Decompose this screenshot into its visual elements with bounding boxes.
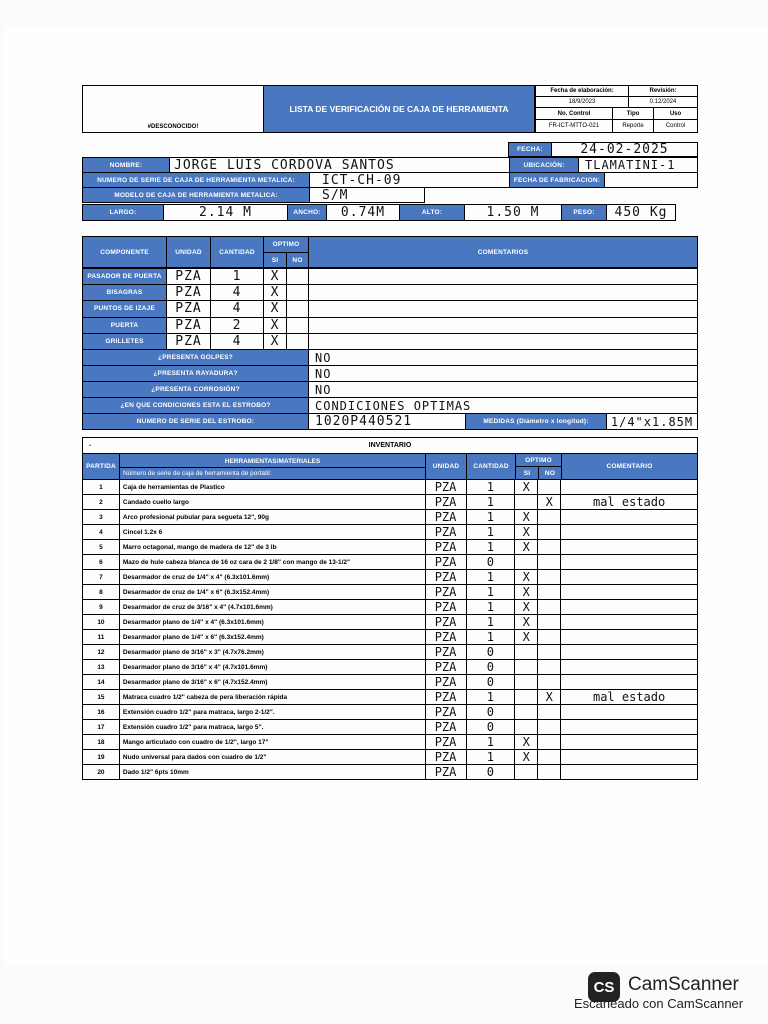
tool-no-mark — [538, 480, 561, 495]
ubicacion-value: TLAMATINI-1 — [578, 157, 698, 173]
tool-si-mark — [515, 660, 538, 675]
inventory-row — [83, 540, 698, 555]
fabricacion-value — [604, 172, 698, 188]
tool-unidad: PZA — [425, 615, 466, 630]
alto-label: ALTO: — [399, 204, 465, 221]
tool-cantidad: 1 — [466, 615, 515, 630]
tool-description: Dado 1/2" 6pts 10mm — [119, 765, 425, 780]
camscanner-caption: Escaneado con CamScanner — [574, 996, 744, 1011]
tool-no-mark — [538, 570, 561, 585]
component-cantidad: 4 — [210, 284, 264, 301]
tool-unidad: PZA — [425, 510, 466, 525]
component-comment — [308, 317, 698, 334]
tool-description: Caja de herramientas de Plastico — [119, 480, 425, 495]
tool-comment — [561, 480, 698, 495]
tool-unidad: PZA — [425, 660, 466, 675]
tool-comment: mal estado — [561, 495, 698, 510]
tool-no-mark — [538, 645, 561, 660]
partida-number: 15 — [83, 690, 120, 705]
component-cantidad: 2 — [210, 317, 264, 334]
tool-cantidad: 1 — [466, 495, 515, 510]
tool-no-mark — [538, 720, 561, 735]
component-comment — [308, 284, 698, 301]
tool-no-mark — [538, 750, 561, 765]
tool-si-mark — [515, 705, 538, 720]
tool-unidad: PZA — [425, 750, 466, 765]
component-no-mark — [286, 300, 309, 317]
tool-description: Matraca cuadro 1/2" cabeza de pera liberación rápida — [119, 690, 425, 705]
tool-description: Desarmador plano de 1/4" x 6" (6.3x152.4mm) — [119, 630, 425, 645]
tool-no-mark — [538, 660, 561, 675]
partida-number: 1 — [83, 480, 120, 495]
tool-description: Marro octagonal, mango de madera de 12" de 3 lb — [119, 540, 425, 555]
component-unidad: PZA — [166, 300, 211, 317]
tool-si-mark: X — [515, 630, 538, 645]
question-label: ¿PRESENTA GOLPES? — [82, 349, 309, 366]
tool-cantidad: 0 — [466, 765, 515, 780]
question-label: ¿PRESENTA CORROSIÓN? — [82, 381, 309, 398]
component-comment — [308, 300, 698, 317]
tool-cantidad: 1 — [466, 735, 515, 750]
tool-comment — [561, 705, 698, 720]
inventory-row — [83, 480, 698, 495]
tool-no-mark: X — [538, 495, 561, 510]
tool-cantidad: 0 — [466, 645, 515, 660]
inventory-row — [83, 720, 698, 735]
tool-comment — [561, 720, 698, 735]
tool-unidad: PZA — [425, 600, 466, 615]
tool-description: Desarmador plano de 3/16" x 6" (4.7x152.4mm) — [119, 675, 425, 690]
inventory-table — [82, 479, 698, 780]
question-answer: CONDICIONES OPTIMAS — [308, 397, 698, 414]
form-title: LISTA DE VERIFICACIÓN DE CAJA DE HERRAMIENTA — [263, 85, 535, 133]
tool-comment — [561, 675, 698, 690]
inventory-row — [83, 615, 698, 630]
largo-value: 2.14 M — [163, 204, 288, 221]
fecha-value: 24-02-2025 — [551, 142, 698, 157]
tool-unidad: PZA — [425, 765, 466, 780]
tool-si-mark: X — [515, 615, 538, 630]
partida-number: 4 — [83, 525, 120, 540]
serie-caja-value: ICT-CH-09 — [309, 172, 510, 188]
tool-description: Extensión cuadro 1/2" para matraca, largo 2-1/2". — [119, 705, 425, 720]
partida-number: 17 — [83, 720, 120, 735]
ancho-label: ANCHO: — [287, 204, 327, 221]
tool-si-mark — [515, 645, 538, 660]
tool-cantidad: 1 — [466, 750, 515, 765]
partida-number: 10 — [83, 615, 120, 630]
tool-comment — [561, 615, 698, 630]
tipo-value: Reporte — [612, 119, 654, 133]
tool-unidad: PZA — [425, 690, 466, 705]
tool-si-mark — [515, 675, 538, 690]
tool-comment — [561, 600, 698, 615]
tool-no-mark — [538, 510, 561, 525]
tool-cantidad: 1 — [466, 600, 515, 615]
tool-description: Arco profesional pubular para segueta 12", 90g — [119, 510, 425, 525]
ancho-value: 0.74M — [326, 204, 400, 221]
component-comment — [308, 333, 698, 350]
inv-unidad-header: UNIDAD — [425, 453, 467, 480]
modelo-value: S/M — [309, 187, 425, 203]
question-label: ¿PRESENTA RAYADURA? — [82, 365, 309, 382]
component-cantidad: 4 — [210, 333, 264, 350]
camscanner-logo-text: CS — [593, 978, 615, 996]
component-unidad: PZA — [166, 333, 211, 350]
tool-comment — [561, 645, 698, 660]
inv-cantidad-header: CANTIDAD — [466, 453, 516, 480]
tool-description: Nudo universal para dados con cuadro de 1/2" — [119, 750, 425, 765]
component-si-mark: X — [263, 317, 287, 334]
revision-label: Revisión: — [628, 85, 698, 97]
tool-cantidad: 1 — [466, 510, 515, 525]
tool-description: Mazo de hule cabeza blanca de 16 oz cara de 2 1/8" con mango de 13-1/2" — [119, 555, 425, 570]
estrobo-value: 1020P440521 — [308, 413, 466, 430]
tool-si-mark — [515, 765, 538, 780]
tool-description: Desarmador de cruz de 1/4" x 4" (6.3x101.6mm) — [119, 570, 425, 585]
inventario-title-cell — [82, 437, 698, 454]
modelo-label: MODELO DE CAJA DE HERRAMIENTA METALICA: — [82, 187, 310, 203]
tool-comment — [561, 735, 698, 750]
medidas-label: MEDIDAS (Diámetro x longitud): — [465, 413, 607, 430]
inventory-row — [83, 750, 698, 765]
tool-description: Extensión cuadro 1/2" para matraca, largo 5". — [119, 720, 425, 735]
tool-cantidad: 1 — [466, 630, 515, 645]
tool-unidad: PZA — [425, 540, 466, 555]
tool-si-mark: X — [515, 750, 538, 765]
tool-cantidad: 1 — [466, 540, 515, 555]
tool-no-mark — [538, 600, 561, 615]
component-unidad: PZA — [166, 284, 211, 301]
component-comment — [308, 268, 698, 285]
partida-number: 5 — [83, 540, 120, 555]
inventory-row — [83, 600, 698, 615]
tool-comment — [561, 540, 698, 555]
tool-no-mark — [538, 585, 561, 600]
tool-unidad: PZA — [425, 630, 466, 645]
inventory-row — [83, 705, 698, 720]
component-no-mark — [286, 333, 309, 350]
inventory-row — [83, 645, 698, 660]
inventory-row — [83, 675, 698, 690]
inventario-dot: . — [89, 439, 92, 448]
tool-comment — [561, 585, 698, 600]
partida-number: 18 — [83, 735, 120, 750]
tool-unidad: PZA — [425, 645, 466, 660]
inventory-row — [83, 660, 698, 675]
fecha-label: FECHA: — [508, 142, 552, 157]
component-name: BISAGRAS — [82, 284, 167, 301]
fecha-elaboracion-value: 18/9/2023 — [535, 96, 629, 108]
inventory-row — [83, 555, 698, 570]
tool-si-mark — [515, 555, 538, 570]
tool-comment — [561, 765, 698, 780]
tool-unidad: PZA — [425, 570, 466, 585]
cantidad-header: CANTIDAD — [210, 236, 264, 268]
tipo-label: Tipo — [612, 107, 654, 120]
tool-unidad: PZA — [425, 480, 466, 495]
component-no-mark — [286, 268, 309, 285]
tool-comment — [561, 750, 698, 765]
no-control-value: FR-ICT-MTTO-021 — [535, 119, 613, 133]
tool-no-mark — [538, 525, 561, 540]
tool-si-mark: X — [515, 600, 538, 615]
ubicacion-label: UBICACIÓN: — [509, 157, 579, 173]
tool-comment — [561, 525, 698, 540]
serie-caja-label: NUMERO DE SERIE DE CAJA DE HERRAMIENTA METALICA: — [82, 172, 310, 188]
inventory-row — [83, 525, 698, 540]
uso-label: Uso — [653, 107, 698, 120]
si-header: SI — [263, 252, 287, 268]
tool-comment — [561, 510, 698, 525]
estrobo-label: NUMERO DE SERIE DEL ESTROBO: — [82, 413, 309, 430]
tool-si-mark — [515, 495, 538, 510]
component-unidad: PZA — [166, 268, 211, 285]
partida-number: 2 — [83, 495, 120, 510]
component-name: GRILLETES — [82, 333, 167, 350]
tool-comment — [561, 555, 698, 570]
no-header: NO — [286, 252, 309, 268]
tool-no-mark — [538, 555, 561, 570]
tool-description: Desarmador de cruz de 3/16" x 4" (4.7x101.6mm) — [119, 600, 425, 615]
inventory-row — [83, 765, 698, 780]
alto-value: 1.50 M — [464, 204, 562, 221]
fabricacion-label: FECHA DE FABRICACION: — [509, 172, 605, 188]
tool-comment — [561, 660, 698, 675]
tool-si-mark — [515, 720, 538, 735]
inventario-title: INVENTARIO — [368, 442, 412, 449]
tool-unidad: PZA — [425, 495, 466, 510]
question-answer: NO — [308, 349, 698, 366]
inventory-row — [83, 510, 698, 525]
partida-number: 7 — [83, 570, 120, 585]
tool-no-mark — [538, 735, 561, 750]
tool-cantidad: 0 — [466, 660, 515, 675]
tool-cantidad: 0 — [466, 705, 515, 720]
tool-no-mark — [538, 705, 561, 720]
partida-number: 19 — [83, 750, 120, 765]
tool-cantidad: 1 — [466, 585, 515, 600]
question-label: ¿EN QUE CONDICIONES ESTA EL ESTROBO? — [82, 397, 309, 414]
tool-no-mark — [538, 615, 561, 630]
tool-description: Desarmador plano de 3/16" x 3" (4.7x76.2mm) — [119, 645, 425, 660]
herramientas-title: HERRAMIENTAS/MATERIALES — [120, 457, 425, 468]
partida-number: 12 — [83, 645, 120, 660]
component-no-mark — [286, 317, 309, 334]
partida-number: 11 — [83, 630, 120, 645]
partida-number: 20 — [83, 765, 120, 780]
tool-description: Desarmador plano de 3/16" x 4" (4.7x101.6mm) — [119, 660, 425, 675]
tool-cantidad: 0 — [466, 675, 515, 690]
partida-number: 14 — [83, 675, 120, 690]
partida-number: 16 — [83, 705, 120, 720]
tool-description: Mango articulado con cuadro de 1/2", largo 17" — [119, 735, 425, 750]
component-no-mark — [286, 284, 309, 301]
tool-si-mark: X — [515, 525, 538, 540]
component-name: PUNTOS DE IZAJE — [82, 300, 167, 317]
tool-description: Cincel 1.2x 6 — [119, 525, 425, 540]
fecha-elaboracion-label: Fecha de elaboración: — [535, 85, 629, 97]
no-control-label: No. Control — [535, 107, 613, 120]
tool-cantidad: 1 — [466, 525, 515, 540]
tool-comment — [561, 630, 698, 645]
component-si-mark: X — [263, 300, 287, 317]
peso-label: PESO: — [561, 204, 607, 221]
component-name: PUERTA — [82, 317, 167, 334]
nombre-value: JORGE LUIS CORDOVA SANTOS — [169, 157, 510, 173]
company-logo-cell — [82, 85, 264, 133]
partida-number: 13 — [83, 660, 120, 675]
medidas-value: 1/4"x1.85M — [606, 413, 698, 430]
tool-no-mark — [538, 675, 561, 690]
tool-comment — [561, 570, 698, 585]
tool-cantidad: 1 — [466, 570, 515, 585]
optimo-header: OPTIMO — [263, 236, 309, 253]
tool-unidad: PZA — [425, 735, 466, 750]
uso-value: Control — [653, 119, 698, 133]
partida-number: 9 — [83, 600, 120, 615]
inv-no-header: NO — [538, 466, 562, 480]
inv-optimo-header: OPTIMO — [515, 453, 562, 467]
largo-label: LARGO: — [82, 204, 164, 221]
tool-si-mark: X — [515, 570, 538, 585]
tool-si-mark: X — [515, 585, 538, 600]
tool-description: Desarmador plano de 1/4" x 4" (6.3x101.6mm) — [119, 615, 425, 630]
herramientas-header — [119, 453, 426, 480]
component-name: PASADOR DE PUERTA — [82, 268, 167, 285]
partida-number: 3 — [83, 510, 120, 525]
tool-cantidad: 1 — [466, 480, 515, 495]
componente-header: COMPONENTE — [82, 236, 167, 268]
component-si-mark: X — [263, 268, 287, 285]
component-cantidad: 1 — [210, 268, 264, 285]
inventory-row — [83, 735, 698, 750]
tool-cantidad: 1 — [466, 690, 515, 705]
tool-cantidad: 0 — [466, 555, 515, 570]
tool-description: Candado cuello largo — [119, 495, 425, 510]
component-si-mark: X — [263, 284, 287, 301]
serie-portatil-label: Número de serie de caja de herramienta de portatil: — [123, 469, 272, 477]
unidad-header: UNIDAD — [166, 236, 211, 268]
tool-no-mark — [538, 540, 561, 555]
tool-no-mark: X — [538, 690, 561, 705]
inventory-row — [83, 630, 698, 645]
tool-si-mark: X — [515, 480, 538, 495]
component-unidad: PZA — [166, 317, 211, 334]
tool-description: Desarmador de cruz de 1/4" x 6" (6.3x152.4mm) — [119, 585, 425, 600]
logo-error-text: #DESCONOCIDO! — [147, 124, 199, 130]
tool-no-mark — [538, 630, 561, 645]
inv-si-header: SI — [515, 466, 539, 480]
inventory-row — [83, 570, 698, 585]
tool-si-mark: X — [515, 735, 538, 750]
partida-number: 6 — [83, 555, 120, 570]
tool-cantidad: 0 — [466, 720, 515, 735]
camscanner-brand: CamScanner — [628, 974, 739, 995]
tool-comment: mal estado — [561, 690, 698, 705]
tool-unidad: PZA — [425, 555, 466, 570]
revision-value: 0.12/2024 — [628, 96, 698, 108]
comentarios-header: COMENTARIOS — [308, 236, 698, 268]
tool-unidad: PZA — [425, 720, 466, 735]
partida-number: 8 — [83, 585, 120, 600]
tool-si-mark: X — [515, 540, 538, 555]
tool-unidad: PZA — [425, 675, 466, 690]
component-cantidad: 4 — [210, 300, 264, 317]
inv-comentario-header: COMENTARIO — [561, 453, 698, 480]
question-answer: NO — [308, 365, 698, 382]
tool-no-mark — [538, 765, 561, 780]
tool-si-mark: X — [515, 510, 538, 525]
question-answer: NO — [308, 381, 698, 398]
inventory-row — [83, 690, 698, 705]
nombre-label: NOMBRE: — [82, 157, 170, 173]
tool-si-mark — [515, 690, 538, 705]
tool-unidad: PZA — [425, 585, 466, 600]
inventory-row — [83, 495, 698, 510]
component-si-mark: X — [263, 333, 287, 350]
peso-value: 450 Kg — [606, 204, 676, 221]
tool-unidad: PZA — [425, 705, 466, 720]
partida-header: PARTIDA — [82, 453, 120, 480]
inventory-row — [83, 585, 698, 600]
tool-unidad: PZA — [425, 525, 466, 540]
